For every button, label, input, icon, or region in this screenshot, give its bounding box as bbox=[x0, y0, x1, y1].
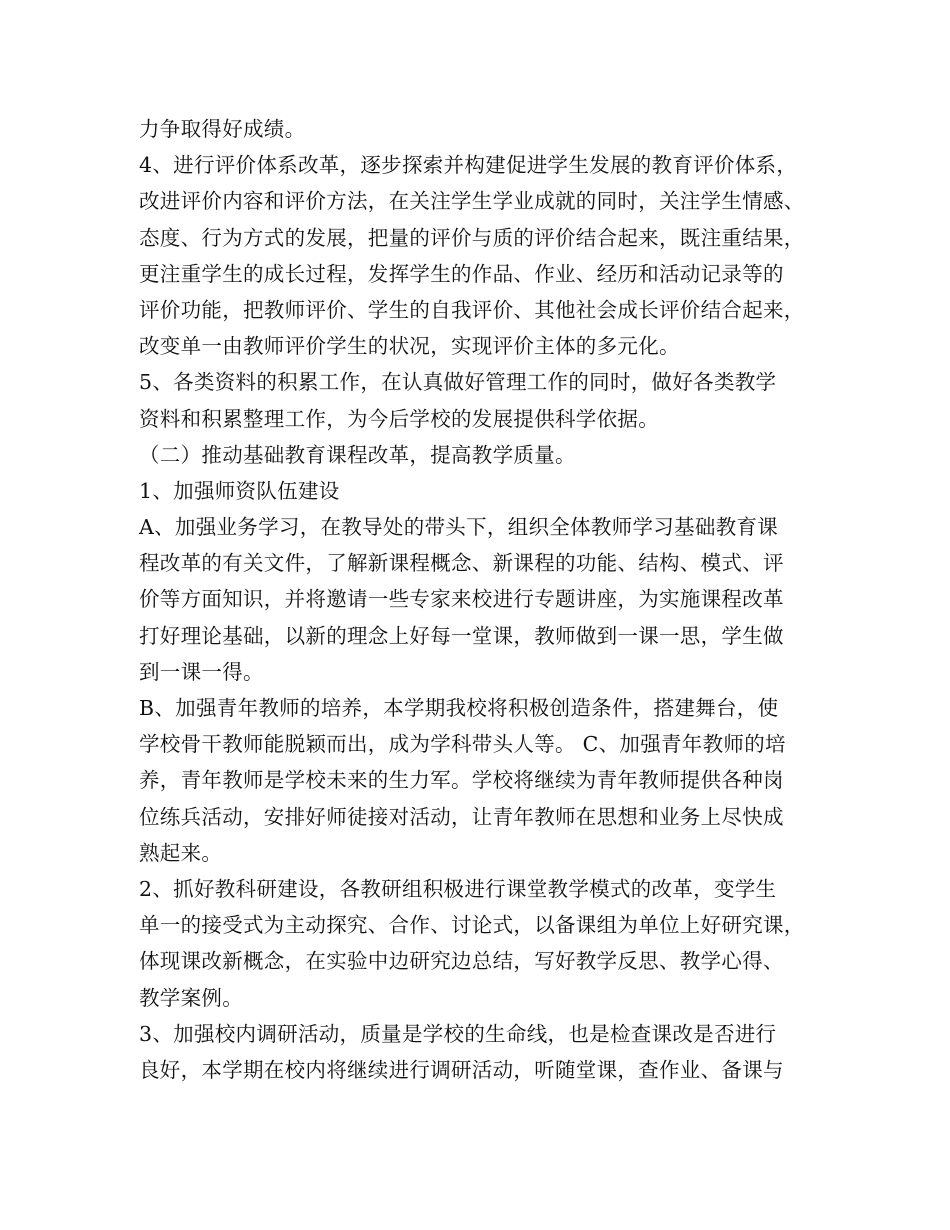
text-line: 评价功能，把教师评价、学生的自我评价、其他社会成长评价结合起来， bbox=[139, 297, 805, 322]
text-line: 到一课一得。 bbox=[139, 659, 264, 684]
text-line: 态度、行为方式的发展，把量的评价与质的评价结合起来，既注重结果， bbox=[139, 225, 805, 250]
text-line: 5、各类资料的积累工作，在认真做好管理工作的同时，做好各类教学 bbox=[139, 370, 777, 395]
text-line: 体现课改新概念，在实验中边研究边总结，写好教学反思、教学心得、 bbox=[139, 949, 784, 974]
text-line: 养，青年教师是学校未来的生力军。学校将继续为青年教师提供各种岗 bbox=[139, 768, 784, 793]
text-line: 教学案例。 bbox=[139, 985, 243, 1010]
text-line: 改进评价内容和评价方法，在关注学生学业成就的同时，关注学生情感、 bbox=[139, 189, 805, 214]
text-line: 2、抓好教科研建设，各教研组积极进行课堂教学模式的改革，变学生 bbox=[139, 876, 777, 901]
text-line: 学校骨干教师能脱颖而出，成为学科带头人等。 C、加强青年教师的培 bbox=[139, 732, 786, 757]
text-line: 3、加强校内调研活动，质量是学校的生命线，也是检查课改是否进行 bbox=[139, 1021, 777, 1046]
text-line: 熟起来。 bbox=[139, 840, 223, 865]
text-line: 良好，本学期在校内将继续进行调研活动，听随堂课，查作业、备课与 bbox=[139, 1057, 784, 1082]
text-line: 打好理论基础，以新的理念上好每一堂课，教师做到一课一思，学生做 bbox=[139, 623, 784, 648]
text-line: 资料和积累整理工作，为今后学校的发展提供科学依据。 bbox=[139, 406, 659, 431]
text-line: 4、进行评价体系改革，逐步探索并构建促进学生发展的教育评价体系， bbox=[139, 153, 798, 178]
document-body bbox=[139, 111, 829, 1088]
text-line: 位练兵活动，安排好师徒接对活动，让青年教师在思想和业务上尽快成 bbox=[139, 804, 784, 829]
text-line: 程改革的有关文件，了解新课程概念、新课程的功能、结构、模式、评 bbox=[139, 551, 784, 576]
text-line: 单一的接受式为主动探究、合作、讨论式，以备课组为单位上好研究课， bbox=[139, 913, 805, 938]
text-line: 更注重学生的成长过程，发挥学生的作品、作业、经历和活动记录等的 bbox=[139, 261, 784, 286]
text-line: A、加强业务学习，在教导处的带头下，组织全体教师学习基础教育课 bbox=[139, 515, 779, 540]
text-line: 价等方面知识，并将邀请一些专家来校进行专题讲座，为实施课程改革 bbox=[139, 587, 784, 612]
section-heading: （二）推动基础教育课程改革，提高教学质量。 bbox=[139, 442, 576, 467]
text-line: 改变单一由教师评价学生的状况，实现评价主体的多元化。 bbox=[139, 334, 680, 359]
subsection-heading: 1、加强师资队伍建设 bbox=[139, 478, 340, 503]
text-line: B、加强青年教师的培养，本学期我校将积极创造条件，搭建舞台，使 bbox=[139, 696, 779, 720]
text-line: 力争取得好成绩。 bbox=[139, 117, 306, 141]
